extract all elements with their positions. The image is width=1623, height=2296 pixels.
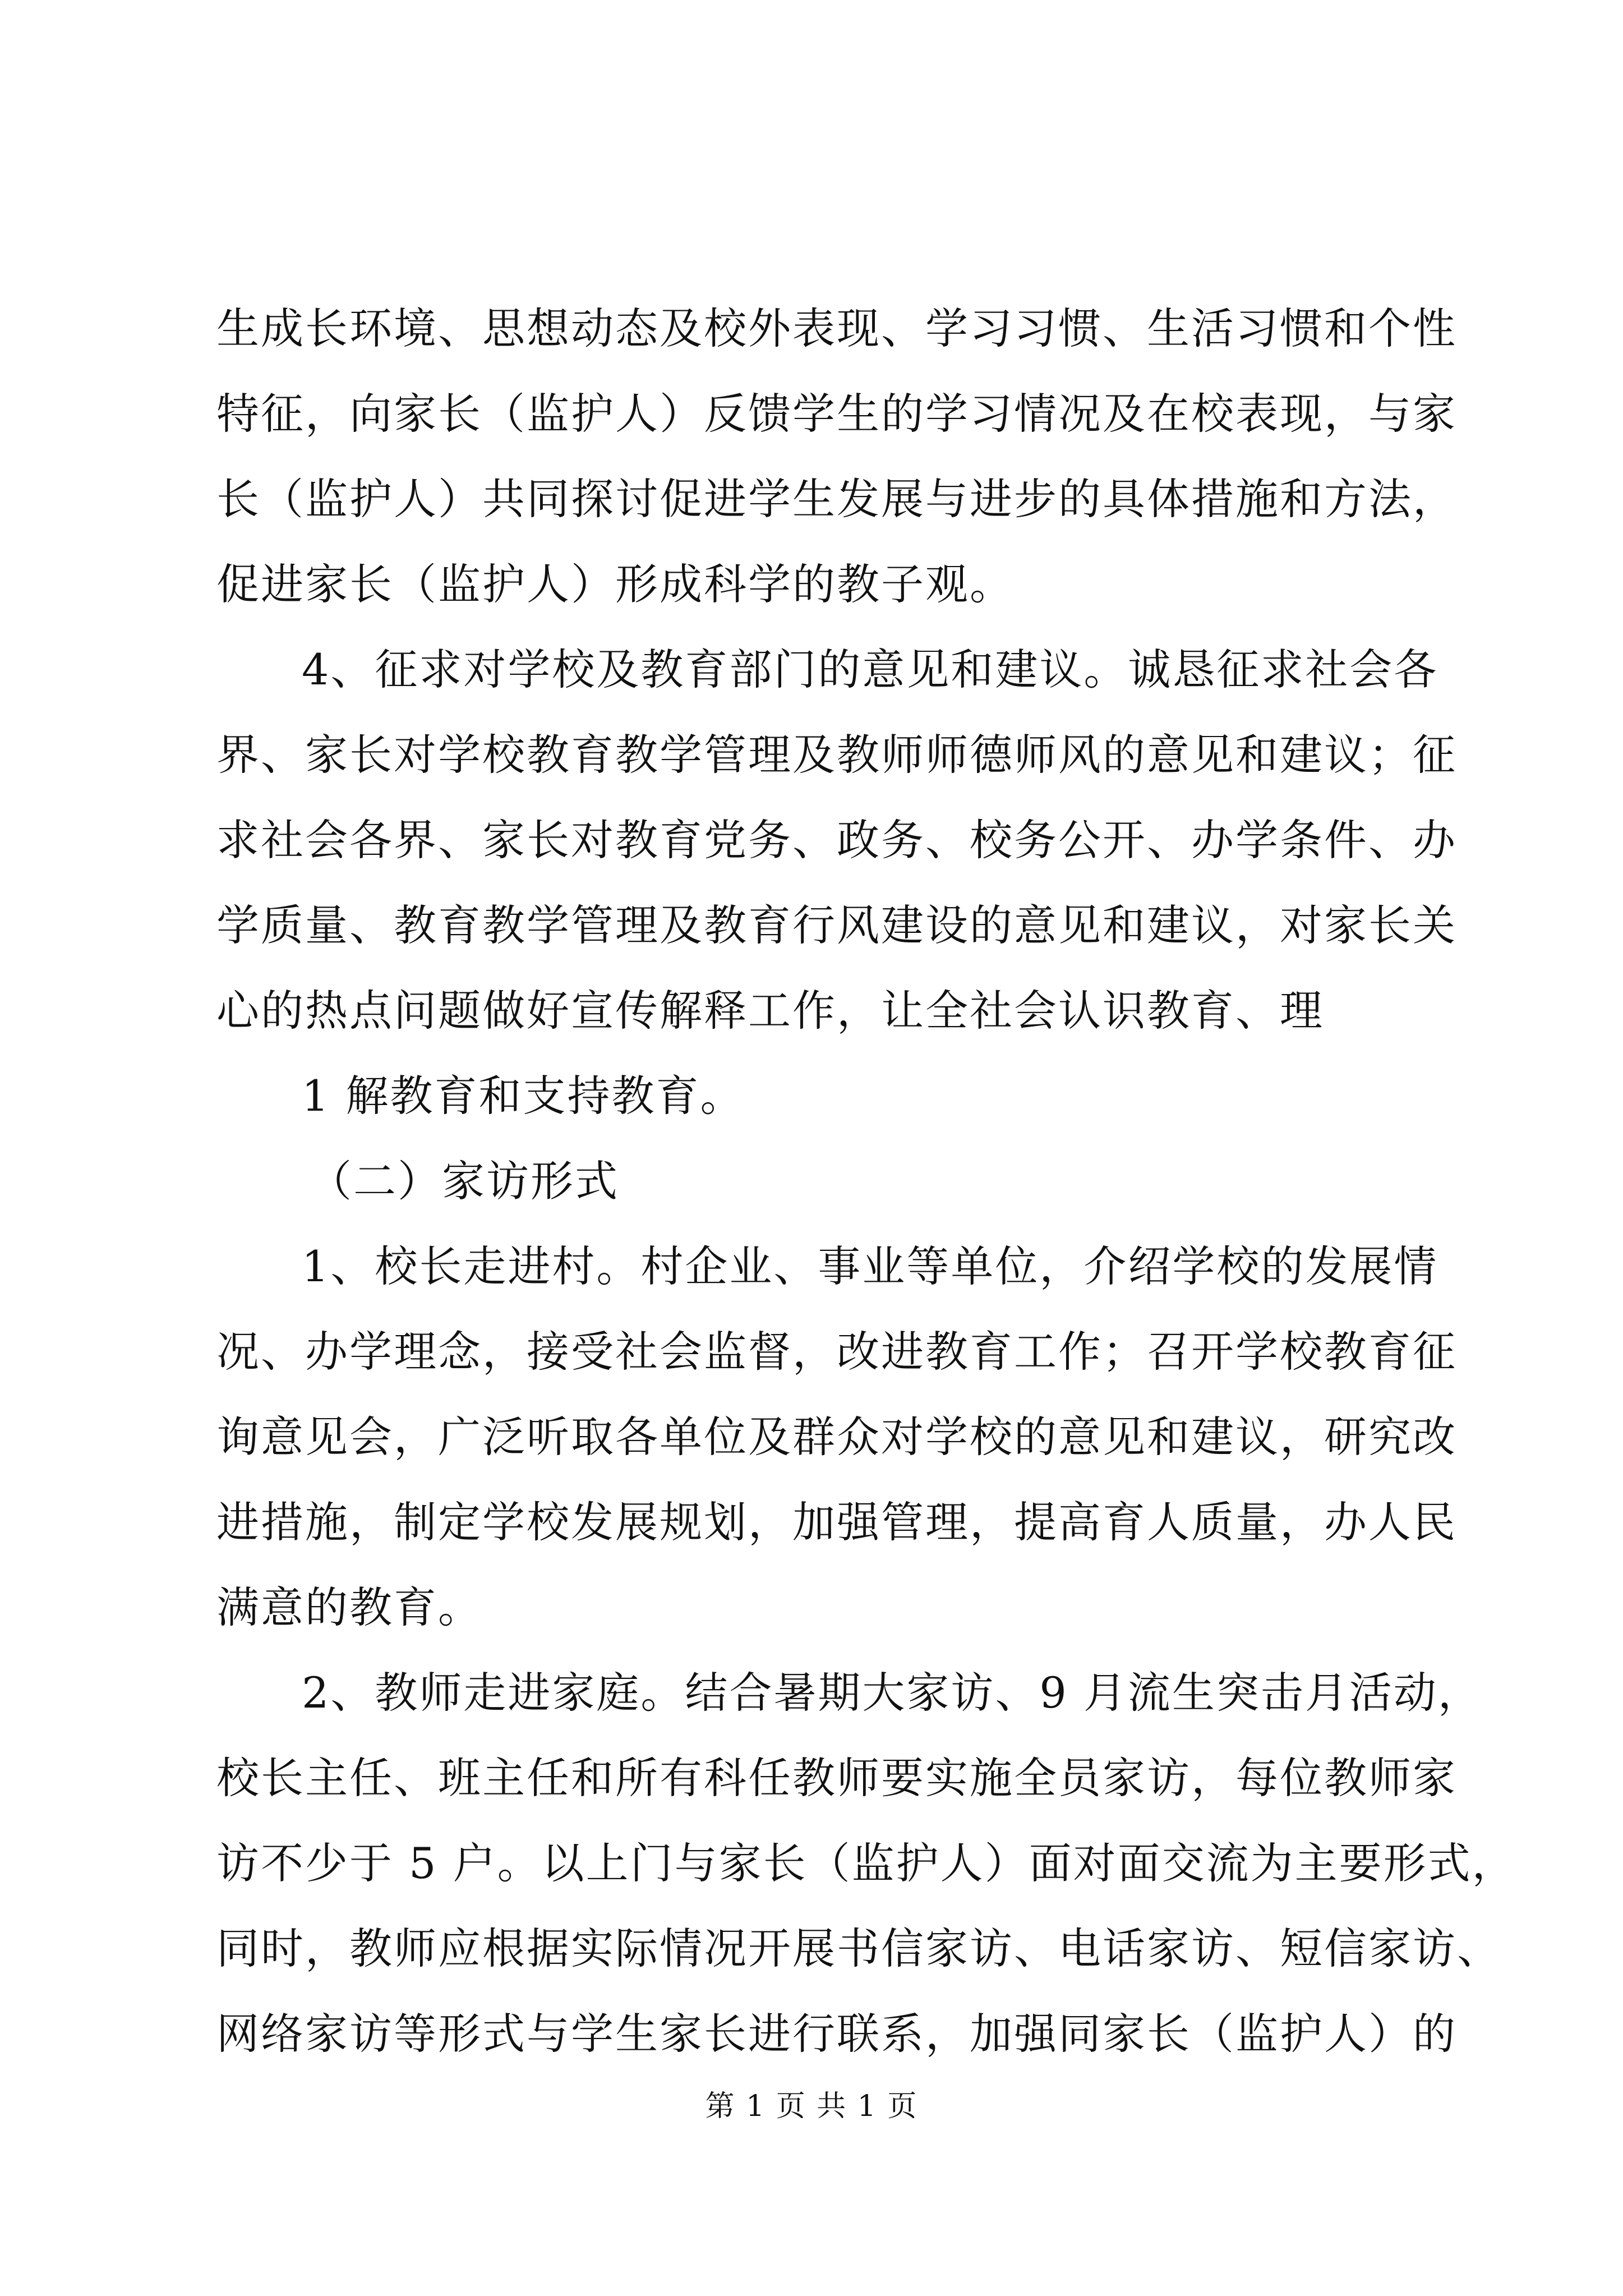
- body-text: [216, 286, 1516, 2077]
- paragraph-start-line: 1 解教育和支持教育。: [302, 1071, 745, 1121]
- page-number-footer: 第 1 页 共 1 页: [705, 2090, 918, 2123]
- paragraph-start-line: 1、校长走进村。村企业、事业等单位，介绍学校的发展情: [302, 1241, 1438, 1291]
- text-line: 心的热点问题做好宣传解释工作，让全社会认识教育、理: [216, 986, 1324, 1036]
- text-line: 学质量、教育教学管理及教育行风建设的意见和建议，对家长关: [216, 900, 1457, 950]
- text-line: 校长主任、班主任和所有科任教师要实施全员家访，每位教师家: [216, 1753, 1457, 1803]
- text-line: 网络家访等形式与学生家长进行联系，加强同家长（监护人）的: [216, 2009, 1457, 2059]
- text-line: 界、家长对学校教育教学管理及教师师德师风的意见和建议；征: [216, 730, 1457, 780]
- paragraph-start-line: 2、教师走进家庭。结合暑期大家访、9 月流生突击月活动，: [302, 1668, 1482, 1718]
- text-line: 促进家长（监护人）形成科学的教子观。: [216, 559, 1014, 609]
- section-heading: （二）家访形式: [309, 1156, 619, 1206]
- text-line: 生成长环境、思想动态及校外表现、学习习惯、生活习惯和个性: [216, 303, 1457, 353]
- text-line: 况、办学理念，接受社会监督，改进教育工作；召开学校教育征: [216, 1327, 1457, 1377]
- text-line: 访不少于 5 户。以上门与家长（监护人）面对面交流为主要形式，: [216, 1838, 1516, 1888]
- text-line: 同时，教师应根据实际情况开展书信家访、电话家访、短信家访、: [216, 1924, 1501, 1973]
- paragraph-start-line: 4、征求对学校及教育部门的意见和建议。诚恳征求社会各: [302, 645, 1438, 694]
- text-line: 满意的教育。: [216, 1582, 482, 1632]
- text-line: 特征，向家长（监护人）反馈学生的学习情况及在校表现，与家: [216, 389, 1457, 439]
- text-line: 进措施，制定学校发展规划，加强管理，提高育人质量，办人民: [216, 1497, 1457, 1547]
- text-line: 求社会各界、家长对教育党务、政务、校务公开、办学条件、办: [216, 815, 1457, 865]
- text-line: 询意见会，广泛听取各单位及群众对学校的意见和建议，研究改: [216, 1412, 1457, 1462]
- text-line: 长（监护人）共同探讨促进学生发展与进步的具体措施和方法，: [216, 474, 1457, 524]
